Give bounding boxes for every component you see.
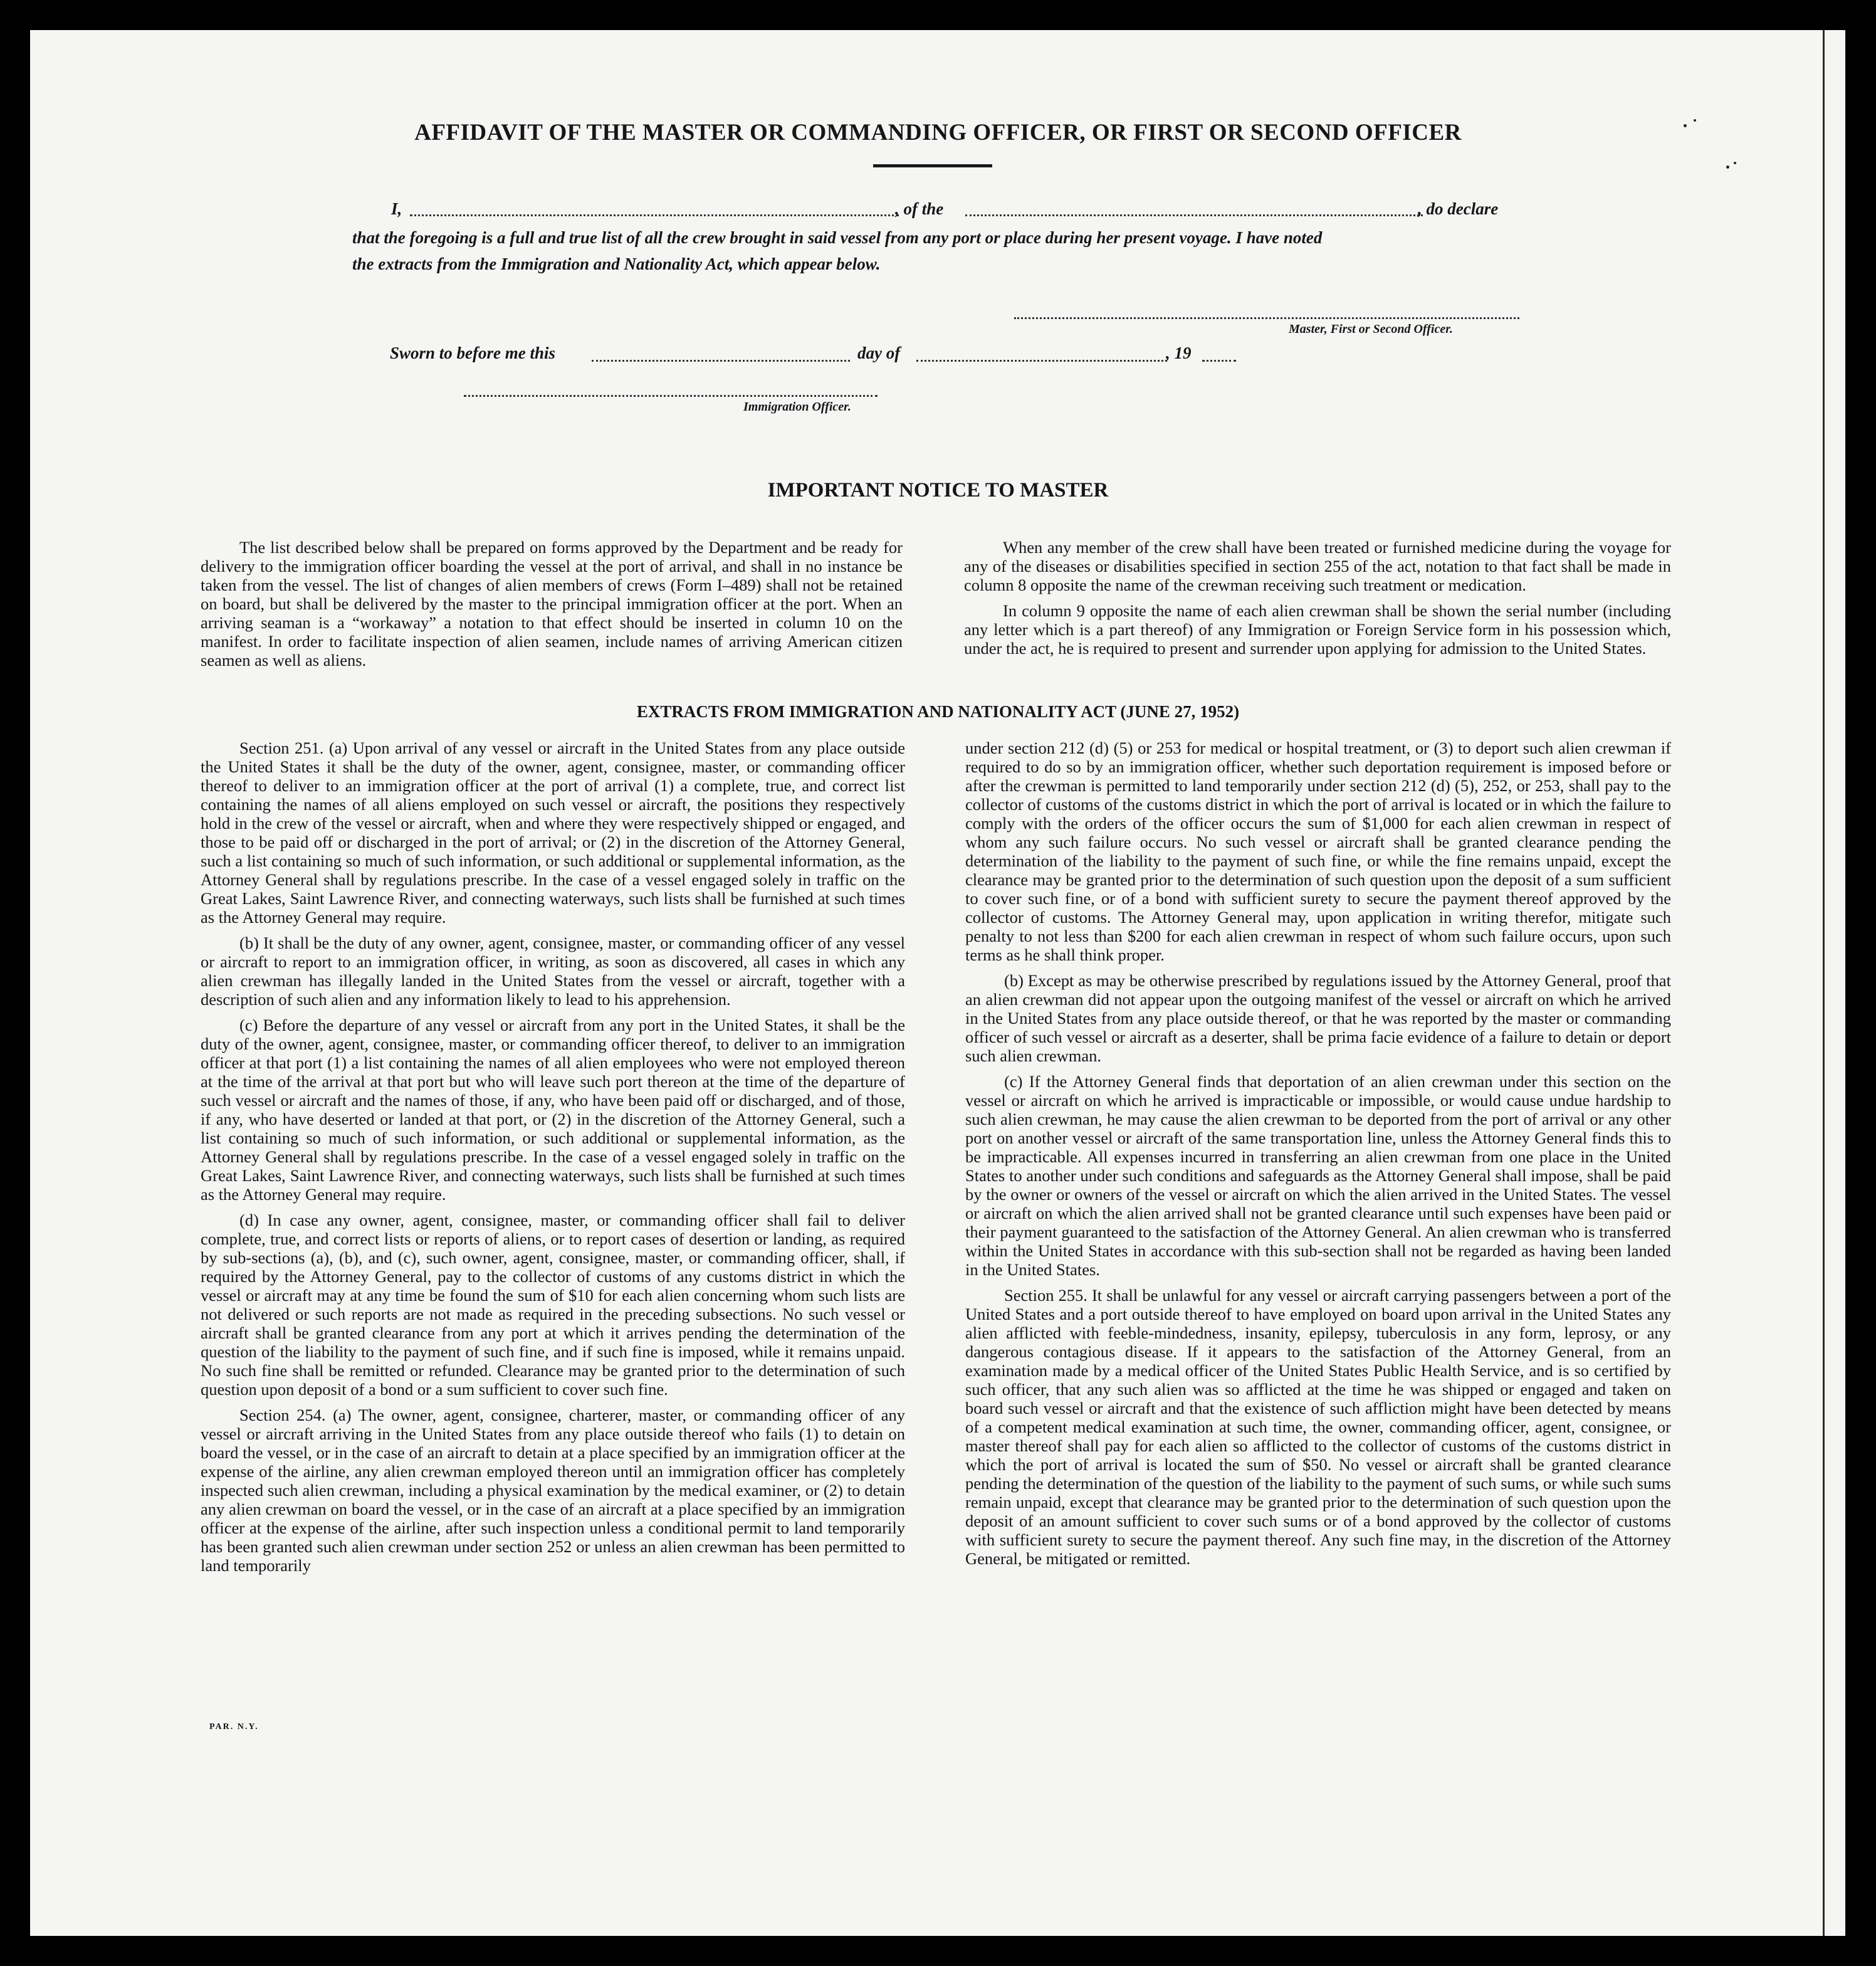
affidavit-i-label: I, <box>391 199 402 218</box>
page-edge <box>1823 30 1825 1936</box>
master-signature-field[interactable] <box>1014 317 1519 319</box>
section-251-a: Section 251. (a) Upon arrival of any vessel or aircraft in the United States from any place outside the United States it shall be the duty of the owner, agent, consignee, master, or commanding officer thereof to deliver to an immigration officer at the port of arrival (1) a complete, true, and correct list containing the names of all aliens employed on such vessel or aircraft, the positions they respectively hold in the crew of the vessel or aircraft, when and where they were respectively shipped or engaged, and those to be paid off or discharged in the port of arrival; or (2) in the discretion of the Attorney General, such a list containing so much of such information, or such additional or supplemental information, as the Attorney General shall by regulations prescribe. In the case of a vessel engaged solely in traffic on the Great Lakes, Saint Lawrence River, and connecting waterways, such lists shall be furnished at such times as the Attorney General may require. <box>201 739 905 927</box>
notice-left-column <box>201 538 903 670</box>
vessel-name-field[interactable] <box>965 214 1423 216</box>
scan-speck <box>1734 162 1736 164</box>
declaration-line-2: the extracts from the Immigration and Nationality Act, which appear below. <box>352 255 881 273</box>
notice-right-column <box>964 538 1671 658</box>
scan-speck <box>1726 166 1729 169</box>
notice-left-paragraph: The list described below shall be prepared on forms approved by the Department and be ready for delivery to the immigration officer boarding the vessel at the port of arrival, and shall in no instance be taken from the vessel. The list of changes of alien members of crews (Form I–489) shall not be retained on board, but shall be delivered by the master to the principal immigration officer at the port. When an arriving seaman is a “workaway” a notation to that effect should be inserted in column 10 on the manifest. In order to facilitate inspection of alien seamen, include names of arriving American citizen seamen as well as aliens. <box>201 538 903 670</box>
section-251-b: (b) It shall be the duty of any owner, agent, consignee, master, or commanding officer of any vessel or aircraft to report to an immigration officer, in writing, as soon as discovered, all cases in which any alien crewman has illegally landed in the United States from the vessel or aircraft, together with a description of such alien and any information likely to lead to his apprehension. <box>201 933 905 1009</box>
extracts-heading: EXTRACTS FROM IMMIGRATION AND NATIONALITY ACT (JUNE 27, 1952) <box>636 702 1240 721</box>
scan-speck <box>1684 124 1687 127</box>
section-251-d: (d) In case any owner, agent, consignee, master, or commanding officer shall fail to deliver complete, true, and correct lists or reports of aliens, or to report cases of desertion or landing, as required by sub-sections (a), (b), and (c), such owner, agent, consignee, master, or commanding officer, shall, if required by the Attorney General, pay to the collector of customs of any customs district in which the vessel or aircraft may at any time be found the sum of $10 for each alien concerning whom such lists are not delivered or such reports are not made as required in the preceding subsections. No such vessel or aircraft shall be granted clearance from any port at which it arrives pending the determination of the question of the liability to the payment of such fine, and if such fine is imposed, while it remains unpaid. No such fine shall be remitted or refunded. Clearance may be granted prior to the determination of such question upon deposit of a bond or a sum sufficient to cover such fine. <box>201 1211 905 1399</box>
sworn-month-field[interactable] <box>916 360 1167 362</box>
title-underline <box>873 164 992 167</box>
sworn-label: Sworn to before me this <box>390 344 556 362</box>
section-254-b: (b) Except as may be otherwise prescribed by regulations issued by the Attorney General, proof that an alien crewman did not appear upon the outgoing manifest of the vessel or aircraft on which he arrived in the United States from any place outside thereof, or that he was reported by the master or commanding officer of such vessel or aircraft as a deserter, shall be prima facie evidence of a failure to detain or deport such alien crewman. <box>965 971 1671 1065</box>
notice-right-paragraph-1: When any member of the crew shall have been treated or furnished medicine during the voyage for any of the diseases or disabilities specified in section 255 of the act, notation to that fact shall be made in column 8 opposite the name of the crewman receiving such treatment or medication. <box>964 538 1671 594</box>
printer-mark: PAR. N.Y. <box>209 1722 259 1732</box>
section-251-c: (c) Before the departure of any vessel or aircraft from any port in the United States, it shall be the duty of the owner, agent, consignee, master, or commanding officer thereof, to deliver to an immigration officer at that port (1) a list containing the names of all alien employees who were not employed thereon at the time of the arrival at that port but who will leave such port thereon at the time of the departure of such vessel or aircraft and the names of those, if any, who have been paid off or discharged, and of those, if any, who have deserted or landed at that port, or (2) in the discretion of the Attorney General, such a list containing so much of such information, or such additional or supplemental information, as the Attorney General shall by regulations prescribe. In the case of a vessel engaged solely in traffic on the Great Lakes, Saint Lawrence River, and connecting waterways, such lists shall be furnished at such times as the Attorney General may require. <box>201 1016 905 1204</box>
extracts-right-column <box>965 739 1671 1568</box>
affidavit-title: AFFIDAVIT OF THE MASTER OR COMMANDING OFFICER, OR FIRST OR SECOND OFFICER <box>414 120 1462 145</box>
notice-right-paragraph-2: In column 9 opposite the name of each alien crewman shall be shown the serial number (including any letter which is a part thereof) of any Immigration or Foreign Service form in his possession which, under the act, he is required to present and surrender upon applying for admission to the United States. <box>964 601 1671 658</box>
section-254-a-continued: under section 212 (d) (5) or 253 for medical or hospital treatment, or (3) to deport such alien crewman if required to do so by an immigration officer, whether such deportation requirement is imposed before or after the crewman is permitted to land temporarily under section 212 (d) (5), 252, or 253, shall pay to the collector of customs of the customs district in which the port of arrival is located or in which the failure to comply with the orders of the officer occurs the sum of $1,000 for each alien crewman in respect of whom any such failure occurs. No such vessel or aircraft shall be granted clearance pending the determination of the liability to the payment of such fine, or while the fine remains unpaid, except the clearance may be granted prior to the determination of such question upon the deposit of a sum sufficient to cover such fine, or of a bond with sufficient surety to secure the payment thereof approved by the collector of customs. The Attorney General may, upon application in writing therefor, mitigate such penalty to not less than $200 for each alien crewman in respect of whom such failure occurs, upon such terms as he shall think proper. <box>965 739 1671 964</box>
sworn-day-field[interactable] <box>592 360 850 362</box>
sworn-year-field[interactable] <box>1202 360 1236 362</box>
declarant-name-field[interactable] <box>410 214 899 216</box>
section-255: Section 255. It shall be unlawful for any vessel or aircraft carrying passengers between a port of the United States and a port outside thereof to have employed on board upon arrival in the United States any alien afflicted with feeble-mindedness, insanity, epilepsy, tuberculosis in any form, leprosy, or any dangerous contagious disease. If it appears to the satisfaction of the Attorney General, from an examination made by a medical officer of the United States Public Health Service, and is so certified by such officer, that any such alien was so afflicted at the time he was shipped or engaged and taken on board such vessel or aircraft and that the existence of such affliction might have been detected by means of a competent medical examination at such time, the owner, commanding officer, agent, consignee, or master thereof shall pay for each alien so afflicted to the collector of customs of the customs district in which the port of arrival is located the sum of $50. No vessel or aircraft shall be granted clearance pending the determination of the question of the liability to the payment of such sums, or while such sums remain unpaid, except that clearance may be granted prior to the determination of such question upon the deposit of an amount sufficient to cover such sums or of a bond approved by the collector of customs with sufficient surety to secure the payment thereof. Any such fine may, in the discretion of the Attorney General, be mitigated or remitted. <box>965 1286 1671 1568</box>
officer-signature-caption: Immigration Officer. <box>743 400 851 414</box>
notice-heading: IMPORTANT NOTICE TO MASTER <box>767 479 1109 502</box>
scan-speck <box>1694 119 1696 122</box>
section-254-c: (c) If the Attorney General finds that deportation of an alien crewman under this section on the vessel or aircraft on which he arrived is impracticable or impossible, or would cause undue hardship to such alien crewman, he may cause the alien crewman to be deported from the port of arrival or any other port on another vessel or aircraft of the same transportation line, unless the Attorney General finds this to be impracticable. All expenses incurred in transferring an alien crewman from one place in the United States to another under such conditions and safeguards as the Attorney General shall impose, shall be paid by the owner or owners of the vessel or aircraft on which the alien arrived in the United States. The vessel or aircraft on which the alien arrived shall not be granted clearance until such expenses have been paid or their payment guaranteed to the satisfaction of the Attorney General. An alien crewman who is transferred within the United States in accordance with this sub-section shall not be regarded as having been landed in the United States. <box>965 1072 1671 1279</box>
officer-signature-field[interactable] <box>464 395 878 397</box>
affidavit-declare-label: , do declare <box>1418 199 1499 218</box>
extracts-left-column <box>201 739 905 1575</box>
section-254-a: Section 254. (a) The owner, agent, consignee, charterer, master, or commanding officer of any vessel or aircraft arriving in the United States from any place outside thereof who fails (1) to detain on board the vessel, or in the case of an aircraft to detain at a place specified by an immigration officer at the expense of the airline, any alien crewman employed thereon until an immigration officer has completely inspected such alien crewman, including a physical examination by the medical examiner, or (2) to detain any alien crewman on board the vessel, or in the case of an aircraft at a place specified by an immigration officer at the expense of the airline, after such inspection unless a conditional permit to land temporarily has been granted such alien crewman under section 252 or unless an alien crewman has been permitted to land temporarily <box>201 1406 905 1575</box>
master-signature-caption: Master, First or Second Officer. <box>1289 322 1453 336</box>
declaration-line-1: that the foregoing is a full and true list of all the crew brought in said vessel from any port or place during her present voyage. I have noted <box>352 228 1323 247</box>
affidavit-of-the-label: , of the <box>895 199 944 218</box>
day-of-label: day of <box>857 344 901 362</box>
year-label: , 19 <box>1166 344 1192 362</box>
